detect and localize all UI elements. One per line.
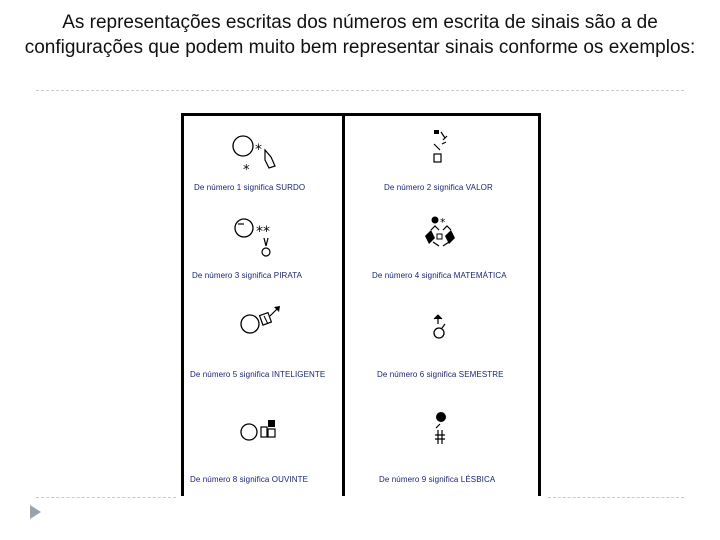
- sign-matematica-icon: [421, 212, 471, 252]
- svg-text:*: *: [243, 163, 250, 172]
- svg-text:*: *: [440, 216, 446, 229]
- column-divider: [342, 113, 345, 496]
- caption-pirata: De número 3 significa PIRATA: [192, 271, 303, 280]
- sign-valor-icon: [431, 128, 461, 168]
- svg-text:**: **: [256, 224, 270, 240]
- caption-surdo: De número 1 significa SURDO: [194, 183, 306, 192]
- divider-line: [36, 90, 684, 91]
- sign-pirata-icon: [234, 216, 284, 258]
- caption-matematica: De número 4 significa MATEMÁTICA: [372, 271, 507, 280]
- caption-valor: De número 2 significa VALOR: [384, 183, 493, 192]
- svg-text:*: *: [255, 142, 262, 158]
- caption-ouvinte: De número 8 significa OUVINTE: [190, 475, 309, 484]
- caption-inteligente: De número 5 significa INTELIGENTE: [190, 370, 326, 379]
- slide-text: As representações escritas dos números em escrita de sinais são a de configurações que podem muito bem representar sinais conforme os exemplos:: [24, 12, 696, 58]
- sign-lesbica-icon: [432, 410, 462, 450]
- sign-surdo-icon: [231, 132, 291, 172]
- caption-semestre: De número 6 significa SEMESTRE: [377, 370, 504, 379]
- sign-inteligente-icon: [238, 304, 288, 344]
- divider-line-bottom-left: [36, 497, 176, 498]
- sign-semestre-icon: [432, 314, 462, 344]
- sign-ouvinte-icon: [240, 416, 290, 446]
- divider-line-bottom-right: [548, 497, 684, 498]
- signwriting-figure: [176, 108, 548, 496]
- bullet-arrow-icon: [30, 505, 41, 519]
- caption-lesbica: De número 9 significa LÉSBICA: [379, 475, 496, 484]
